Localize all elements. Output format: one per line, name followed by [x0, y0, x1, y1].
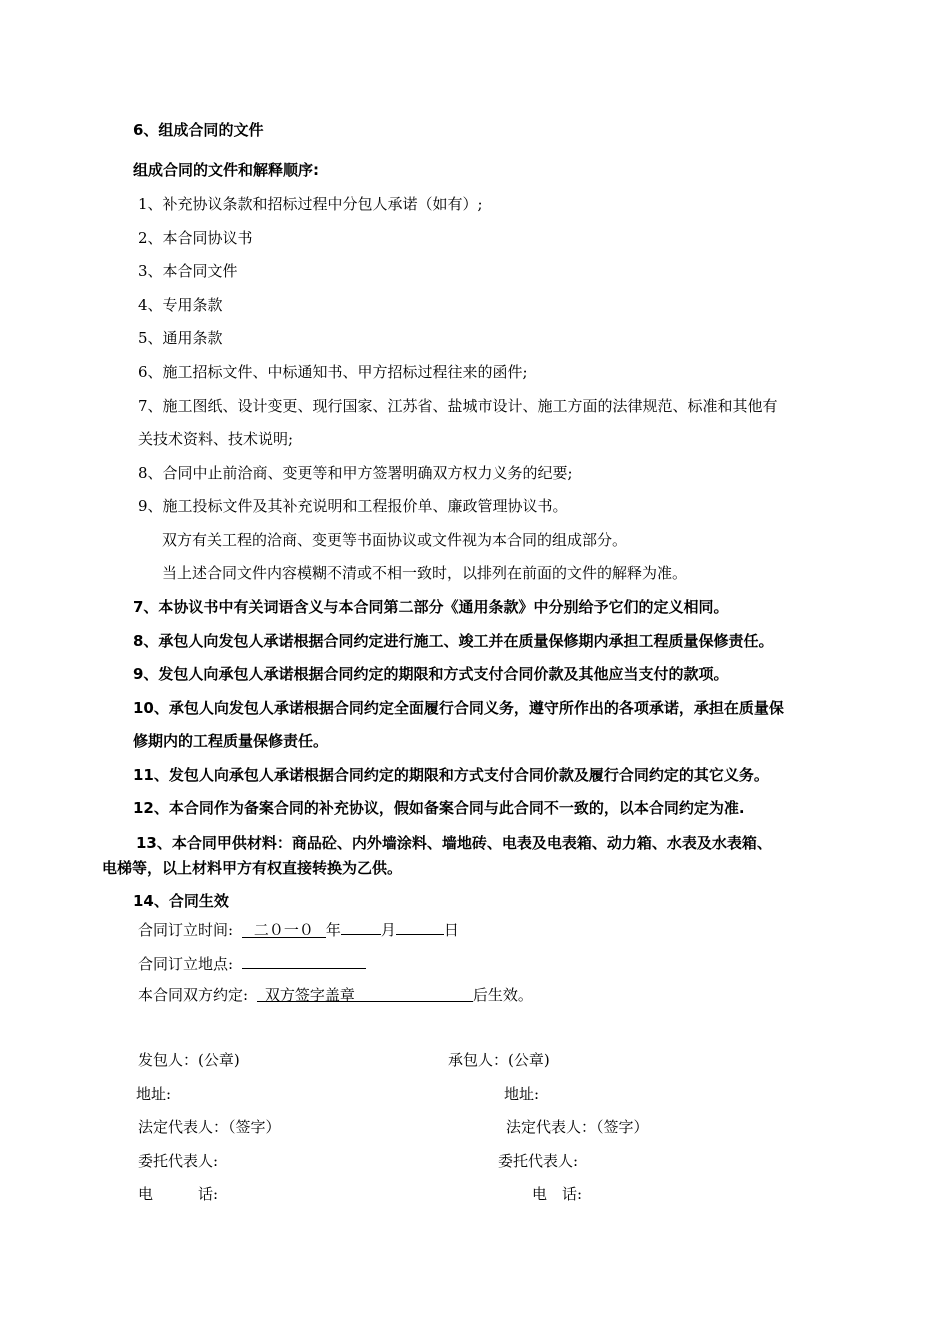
employer-party: 发包人：(公章): [138, 1051, 240, 1069]
clause-8: 8、承包人向发包人承诺根据合同约定进行施工、竣工并在质量保修期内承担工程质量保修责任。: [133, 632, 774, 650]
contract-place-label: 合同订立地点:: [138, 955, 234, 973]
contract-agreement-label: 本合同双方约定:: [138, 986, 249, 1004]
clause-12: 12、本合同作为备案合同的补充协议，假如备案合同与此合同不一致的，以本合同约定为准.: [133, 799, 745, 817]
contract-agreement-suffix: 后生效。: [472, 986, 533, 1004]
list-item: 6、施工招标文件、中标通知书、甲方招标过程往来的函件;: [138, 363, 528, 381]
list-item: 2、本合同协议书: [138, 229, 253, 247]
contractor-party: 承包人：(公章): [448, 1051, 550, 1069]
list-item: 4、专用条款: [138, 296, 223, 314]
employer-phone: 电 话:: [138, 1185, 219, 1203]
list-item: 7、施工图纸、设计变更、现行国家、江苏省、盐城市设计、施工方面的法律规范、标准和其他有: [138, 397, 778, 415]
list-item: 1、补充协议条款和招标过程中分包人承诺（如有）;: [138, 195, 483, 213]
month-blank: [341, 917, 381, 935]
section-6-subtitle: 组成合同的文件和解释顺序:: [133, 161, 319, 179]
employer-legal-rep: 法定代表人：（签字）: [138, 1118, 281, 1136]
clause-7: 7、本协议书中有关词语含义与本合同第二部分《通用条款》中分别给予它们的定义相同。: [133, 598, 729, 616]
contractor-phone: 电 话:: [532, 1185, 583, 1203]
employer-address: 地址:: [136, 1085, 172, 1103]
contract-year-value: 二０一０: [242, 920, 326, 938]
day-blank: [396, 917, 444, 935]
employer-agent: 委托代表人:: [138, 1152, 219, 1170]
contractor-legal-rep: 法定代表人：（签字）: [506, 1118, 649, 1136]
clause-10: 10、承包人向发包人承诺根据合同约定全面履行合同义务，遵守所作出的各项承诺，承担在质量保: [133, 699, 784, 717]
clause-13-cont: 电梯等，以上材料甲方有权直接转换为乙供。: [102, 859, 403, 877]
section-14-title: 14、合同生效: [133, 892, 229, 910]
clause-9: 9、发包人向承包人承诺根据合同约定的期限和方式支付合同价款及其他应当支付的款项。: [133, 665, 729, 683]
contract-time-label: 合同订立时间:: [138, 921, 234, 939]
list-item: 关技术资料、技术说明;: [138, 430, 294, 448]
year-label: 年: [325, 921, 341, 939]
section-6-title: 6、组成合同的文件: [133, 121, 264, 139]
list-item: 9、施工投标文件及其补充说明和工程报价单、廉政管理协议书。: [138, 497, 568, 515]
clause-10-cont: 修期内的工程质量保修责任。: [133, 732, 329, 750]
list-item: 5、通用条款: [138, 329, 223, 347]
contract-place-blank: [242, 951, 366, 969]
note-paragraph: 双方有关工程的洽商、变更等书面协议或文件视为本合同的组成部分。: [162, 531, 628, 549]
contractor-address: 地址:: [504, 1085, 540, 1103]
contractor-agent: 委托代表人:: [498, 1152, 579, 1170]
note-paragraph: 当上述合同文件内容模糊不清或不相一致时，以排列在前面的文件的解释为准。: [162, 564, 688, 582]
day-label: 日: [443, 921, 459, 939]
contract-agreement-value: 双方签字盖章: [257, 985, 473, 1002]
month-label: 月: [380, 921, 396, 939]
clause-11: 11、发包人向承包人承诺根据合同约定的期限和方式支付合同价款及履行合同约定的其它义务。: [133, 766, 769, 784]
clause-13: 13、本合同甲供材料：商品砼、内外墙涂料、墙地砖、电表及电表箱、动力箱、水表及水表箱、: [136, 834, 772, 852]
list-item: 3、本合同文件: [138, 262, 238, 280]
contract-time-row: [138, 917, 459, 940]
contract-agreement-row: [138, 985, 533, 1005]
contract-place-row: [138, 951, 366, 974]
list-item: 8、合同中止前洽商、变更等和甲方签署明确双方权力义务的纪要;: [138, 464, 573, 482]
